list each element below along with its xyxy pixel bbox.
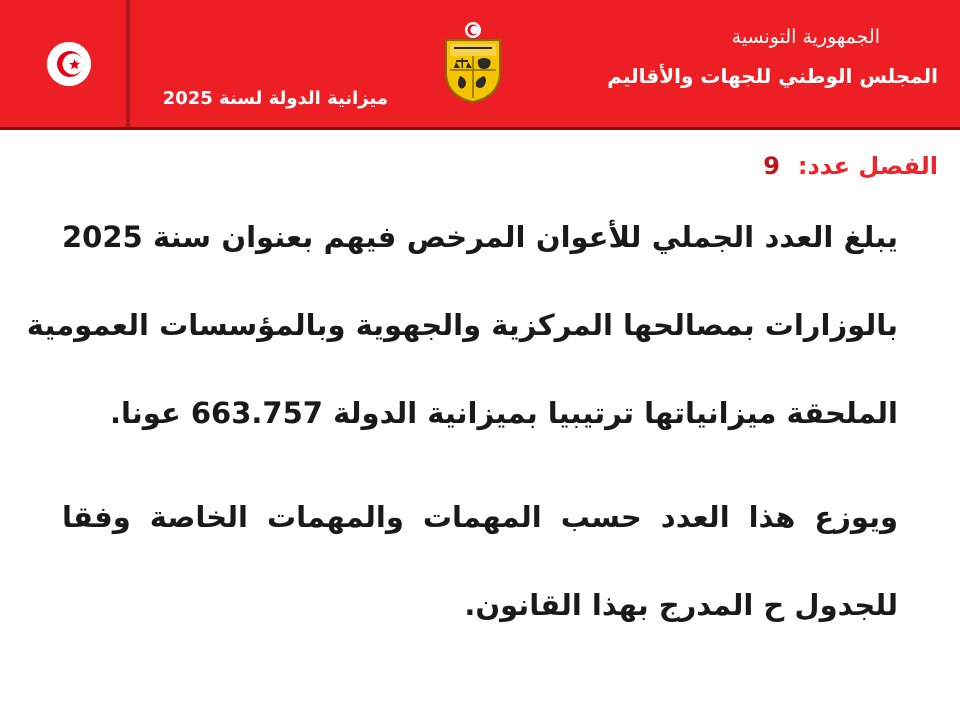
article-heading	[763, 152, 938, 180]
paragraph-1-line-2: بالوزارات بمصالحها المركزية والجهوية وبالمؤسسات العمومية	[26, 308, 898, 342]
article-label: الفصل عدد:	[797, 152, 938, 180]
paragraph-2-line-2: للجدول ح المدرج بهذا القانون.	[464, 588, 898, 622]
tunisia-flag-icon	[47, 42, 91, 86]
flag-panel	[0, 0, 130, 127]
budget-title: ميزانية الدولة لسنة 2025	[162, 88, 388, 109]
paragraph-1-line-1: يبلغ العدد الجملي للأعوان المرخص فيهم بعنوان سنة 2025	[62, 220, 898, 254]
header-banner	[0, 0, 960, 130]
coat-of-arms-icon	[440, 20, 506, 104]
council-label: المجلس الوطني للجهات والأقاليم	[607, 64, 938, 88]
paragraph-2-line-1: ويوزع هذا العدد حسب المهمات والمهمات الخاصة وفقا	[62, 500, 898, 534]
republic-label: الجمهورية التونسية	[731, 26, 880, 48]
paragraph-1-line-3: الملحقة ميزانياتها ترتيبيا بميزانية الدولة 663.757 عونا.	[109, 396, 898, 430]
article-number: 9	[763, 152, 780, 180]
